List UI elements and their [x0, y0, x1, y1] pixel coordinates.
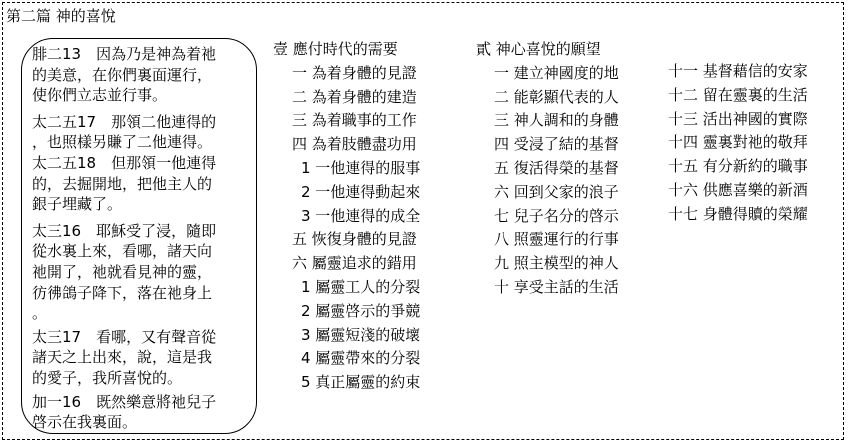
verse-line: 的，去掘開地，把他主人的: [32, 174, 213, 193]
verse-gal-1-16: [32, 392, 246, 433]
verse-line: 使你們立志並行事。: [32, 86, 168, 105]
outline-subitem: 2 一他連得動起來: [301, 182, 421, 201]
outline-item: 五 恢復身體的見證: [292, 230, 417, 249]
outline-item: 十二 留在靈裏的生活: [668, 85, 808, 104]
outline-item: 一 為着身體的見證: [292, 63, 417, 82]
outline-heading: 貳 神心喜悅的願望: [476, 40, 601, 58]
verse-line: 太二五18 但那領一他連得: [32, 153, 217, 172]
verse-line: 太二五17 那領二他連得的: [32, 112, 217, 131]
outline-subitem: 4 屬靈帶來的分裂: [301, 349, 421, 368]
outline-subitem: 3 一他連得的成全: [301, 206, 421, 225]
verse-box: [21, 38, 257, 434]
outline-item: 八 照靈運行的行事: [494, 230, 619, 249]
verse-line: 從水裏上來，看哪，諸天向: [32, 242, 213, 261]
outline-item: 十五 有分新約的職事: [668, 157, 808, 176]
outline-section-1: [273, 38, 420, 395]
verse-line: 祂開了，祂就看見神的靈，: [32, 262, 213, 281]
outline-item: 三 神人調和的身體: [494, 111, 619, 130]
outline-item: 四 為着肢體盡功用: [292, 135, 417, 154]
verse-line: 銀子埋藏了。: [32, 195, 123, 214]
verse-matt-3-17: [32, 327, 246, 389]
verse-line: 腓二13 因為乃是神為着祂: [32, 45, 217, 63]
verse-line: 太三16 耶穌受了浸，隨即: [32, 221, 217, 240]
verse-line: 彷彿鴿子降下，落在祂身上: [32, 283, 213, 302]
outline-item: 六 回到父家的浪子: [494, 182, 619, 201]
verse-line: 啓示在我裏面。: [32, 413, 138, 432]
verse-matt-25-18: [32, 153, 246, 215]
outline-item: 九 照主模型的神人: [494, 254, 619, 273]
outline-item: 一 建立神國度的地: [494, 63, 619, 82]
outline-item: 十三 活出神國的實際: [668, 109, 808, 128]
verse-line: 的美意，在你們裏面運行，: [32, 65, 213, 84]
verse-line: 。: [32, 304, 48, 323]
verse-line: 太三17 看哪，又有聲音從: [32, 327, 217, 346]
verse-line: ，也照樣另賺了二他連得。: [32, 133, 213, 152]
outline-item: 二 為着身體的建造: [292, 87, 417, 106]
verse-line: 的愛子，我所喜悅的。: [32, 368, 183, 387]
outline-item: 四 受浸了結的基督: [494, 135, 619, 154]
outline-section-2-continued: [668, 60, 808, 227]
page-title: 第二篇 神的喜悅: [6, 7, 116, 25]
outline-item: 七 兒子名分的啓示: [494, 206, 619, 225]
outline-item: 三 為着職事的工作: [292, 111, 417, 130]
outline-subitem: 1 一他連得的服事: [301, 158, 421, 177]
outline-item: 十六 供應喜樂的新酒: [668, 180, 808, 199]
outline-item: 十 享受主話的生活: [494, 277, 619, 296]
outline-item: 五 復活得榮的基督: [494, 158, 619, 177]
outline-subitem: 1 屬靈工人的分裂: [301, 277, 421, 296]
outline-heading: 壹 應付時代的需要: [273, 40, 398, 58]
verse-phil-2-13: [32, 44, 246, 106]
outline-item: 十四 靈裏對祂的敬拜: [668, 133, 808, 152]
outline-subitem: 5 真正屬靈的約束: [301, 373, 421, 392]
outline-item: 二 能彰顯代表的人: [494, 87, 619, 106]
verse-matt-25-17: [32, 112, 246, 153]
verse-line: 加一16 既然樂意將祂兒子: [32, 392, 217, 411]
outline-subitem: 2 屬靈啓示的爭競: [301, 301, 421, 320]
outline-item: 十七 身體得贖的榮耀: [668, 204, 808, 223]
outline-subitem: 3 屬靈短淺的破壞: [301, 325, 421, 344]
outline-item: 六 屬靈追求的錯用: [292, 254, 417, 273]
verse-line: 諸天之上出來，說，這是我: [32, 348, 213, 367]
outline-section-2: [476, 38, 619, 300]
verse-matt-3-16: [32, 221, 246, 324]
outline-item: 十一 基督藉信的安家: [668, 62, 808, 80]
